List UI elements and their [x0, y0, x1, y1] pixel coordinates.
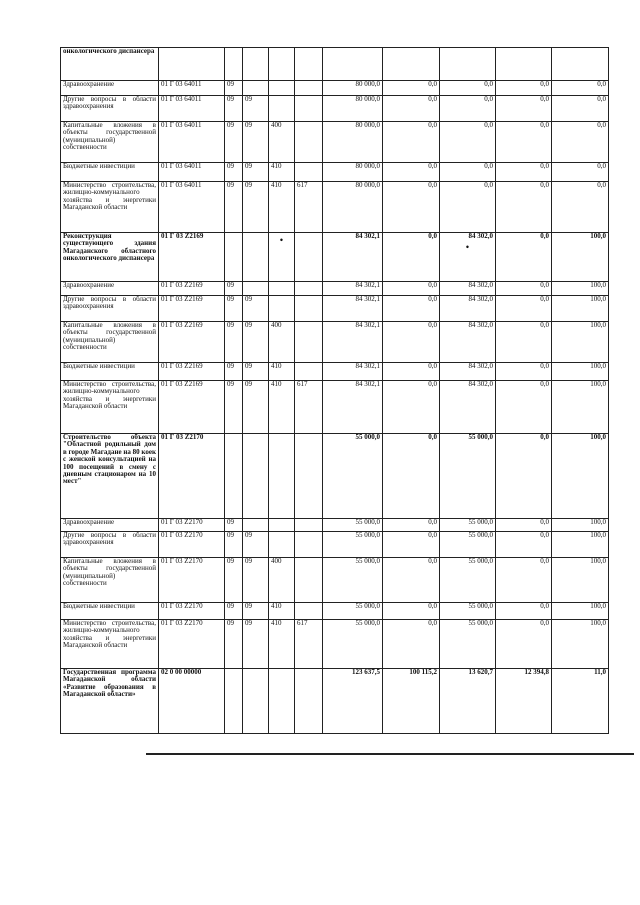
total-amount: 123 637,5: [323, 669, 383, 734]
amount-col-2: 55 000,0: [440, 434, 496, 519]
row-name: Капитальные вложения в объекты государственной (муниципальной) собственности: [61, 122, 159, 163]
table-row: [61, 296, 609, 322]
row-name: Министерство строительства, жилищно-коммунального хозяйства и энергетики Магаданской области: [61, 381, 159, 434]
amount-col-3: 0,0: [496, 532, 552, 558]
section-code: [225, 669, 243, 734]
department-code: [295, 532, 323, 558]
amount-col-3: 0,0: [496, 282, 552, 296]
amount-col-1: 0,0: [383, 182, 440, 233]
percent-col: 100,0: [552, 434, 609, 519]
percent-col: 0,0: [552, 182, 609, 233]
row-name: онкологического диспансера: [61, 48, 159, 81]
total-amount: [323, 48, 383, 81]
percent-col: 100,0: [552, 282, 609, 296]
subsection-code: 09: [243, 296, 269, 322]
amount-col-2: 55 000,0: [440, 620, 496, 669]
department-code: [295, 81, 323, 96]
table-row: [61, 558, 609, 603]
department-code: [295, 163, 323, 182]
subsection-code: 09: [243, 122, 269, 163]
row-name: Бюджетные инвестиции: [61, 163, 159, 182]
amount-col-3: 0,0: [496, 434, 552, 519]
target-article-code: 01 Г 03 Z2169: [159, 282, 225, 296]
row-name: Бюджетные инвестиции: [61, 363, 159, 381]
amount-col-2: 55 000,0: [440, 519, 496, 532]
section-code: [225, 434, 243, 519]
section-code: 09: [225, 122, 243, 163]
expense-type-code: 400: [269, 122, 295, 163]
section-code: 09: [225, 296, 243, 322]
total-amount: 80 000,0: [323, 163, 383, 182]
percent-col: 0,0: [552, 163, 609, 182]
subsection-code: [243, 282, 269, 296]
table-row: [61, 233, 609, 282]
expense-type-code: [269, 669, 295, 734]
total-amount: 84 302,1: [323, 233, 383, 282]
row-name: Министерство строительства, жилищно-коммунального хозяйства и энергетики Магаданской области: [61, 620, 159, 669]
amount-col-1: 0,0: [383, 122, 440, 163]
subsection-code: [243, 434, 269, 519]
target-article-code: 02 0 00 00000: [159, 669, 225, 734]
row-name: Реконструкция существующего здания Магаданского областного онкологического диспансера: [61, 233, 159, 282]
subsection-code: [243, 48, 269, 81]
table-row: [61, 363, 609, 381]
section-code: 09: [225, 81, 243, 96]
section-code: 09: [225, 182, 243, 233]
department-code: [295, 603, 323, 620]
amount-col-1: 0,0: [383, 163, 440, 182]
amount-col-3: 0,0: [496, 363, 552, 381]
amount-col-3: 0,0: [496, 603, 552, 620]
expense-type-code: [269, 48, 295, 81]
department-code: 617: [295, 182, 323, 233]
amount-col-3: 0,0: [496, 81, 552, 96]
table-row: [61, 282, 609, 296]
target-article-code: 01 Г 03 Z2169: [159, 363, 225, 381]
department-code: [295, 96, 323, 122]
subsection-code: 09: [243, 363, 269, 381]
table-row: [61, 603, 609, 620]
section-code: 09: [225, 322, 243, 363]
total-amount: 55 000,0: [323, 603, 383, 620]
expense-type-code: 400: [269, 558, 295, 603]
percent-col: 11,0: [552, 669, 609, 734]
amount-col-1: 0,0: [383, 363, 440, 381]
percent-col: 0,0: [552, 96, 609, 122]
department-code: [295, 122, 323, 163]
amount-col-2: 0,0: [440, 182, 496, 233]
amount-col-2: 84 302,0: [440, 363, 496, 381]
total-amount: 84 302,1: [323, 296, 383, 322]
section-code: [225, 233, 243, 282]
row-name: Здравоохранение: [61, 282, 159, 296]
department-code: [295, 519, 323, 532]
row-name: Другие вопросы в области здравоохранения: [61, 96, 159, 122]
subsection-code: 09: [243, 603, 269, 620]
amount-col-1: 0,0: [383, 81, 440, 96]
percent-col: 100,0: [552, 532, 609, 558]
subsection-code: 09: [243, 532, 269, 558]
total-amount: 80 000,0: [323, 96, 383, 122]
amount-col-1: 0,0: [383, 519, 440, 532]
expense-type-code: 410: [269, 363, 295, 381]
percent-col: 100,0: [552, 381, 609, 434]
percent-col: 100,0: [552, 296, 609, 322]
amount-col-3: 0,0: [496, 122, 552, 163]
amount-col-1: 0,0: [383, 233, 440, 282]
amount-col-3: 0,0: [496, 182, 552, 233]
table-row: [61, 434, 609, 519]
amount-col-1: 0,0: [383, 532, 440, 558]
amount-col-2: 0,0: [440, 81, 496, 96]
total-amount: 84 302,1: [323, 381, 383, 434]
department-code: [295, 558, 323, 603]
section-code: 09: [225, 96, 243, 122]
expense-type-code: 410: [269, 163, 295, 182]
department-code: 617: [295, 381, 323, 434]
amount-col-2: 0,0: [440, 122, 496, 163]
expense-type-code: [269, 81, 295, 96]
stray-mark: •: [465, 242, 470, 253]
table-row: [61, 519, 609, 532]
section-code: 09: [225, 363, 243, 381]
target-article-code: 01 Г 03 64011: [159, 96, 225, 122]
subsection-code: 09: [243, 558, 269, 603]
row-name: Капитальные вложения в объекты государственной (муниципальной) собственности: [61, 322, 159, 363]
subsection-code: 09: [243, 163, 269, 182]
total-amount: 55 000,0: [323, 620, 383, 669]
total-amount: 55 000,0: [323, 558, 383, 603]
subsection-code: 09: [243, 381, 269, 434]
table-row: [61, 620, 609, 669]
table-row: [61, 182, 609, 233]
total-amount: 55 000,0: [323, 434, 383, 519]
expense-type-code: 410: [269, 182, 295, 233]
subsection-code: 09: [243, 96, 269, 122]
percent-col: 100,0: [552, 603, 609, 620]
row-name: Другие вопросы в области здравоохранения: [61, 296, 159, 322]
amount-col-1: 0,0: [383, 434, 440, 519]
table-row: [61, 96, 609, 122]
department-code: [295, 282, 323, 296]
table-row: [61, 322, 609, 363]
section-code: [225, 48, 243, 81]
amount-col-3: 0,0: [496, 381, 552, 434]
expense-type-code: [269, 296, 295, 322]
table-row: [61, 163, 609, 182]
target-article-code: 01 Г 03 Z2170: [159, 603, 225, 620]
amount-col-3: 0,0: [496, 620, 552, 669]
amount-col-1: 0,0: [383, 381, 440, 434]
amount-col-3: 0,0: [496, 163, 552, 182]
target-article-code: 01 Г 03 64011: [159, 182, 225, 233]
amount-col-1: 0,0: [383, 296, 440, 322]
target-article-code: [159, 48, 225, 81]
section-code: 09: [225, 620, 243, 669]
amount-col-1: 100 115,2: [383, 669, 440, 734]
target-article-code: 01 Г 03 Z2169: [159, 296, 225, 322]
percent-col: 0,0: [552, 81, 609, 96]
amount-col-1: 0,0: [383, 282, 440, 296]
target-article-code: 01 Г 03 Z2170: [159, 558, 225, 603]
target-article-code: 01 Г 03 Z2169: [159, 322, 225, 363]
table-row: [61, 81, 609, 96]
department-code: [295, 363, 323, 381]
subsection-code: [243, 233, 269, 282]
percent-col: 100,0: [552, 322, 609, 363]
section-code: 09: [225, 282, 243, 296]
department-code: [295, 322, 323, 363]
amount-col-1: 0,0: [383, 322, 440, 363]
amount-col-2: [440, 48, 496, 81]
amount-col-2: 84 302,0: [440, 296, 496, 322]
amount-col-2: 55 000,0: [440, 532, 496, 558]
total-amount: 80 000,0: [323, 122, 383, 163]
department-code: [295, 434, 323, 519]
amount-col-2: 0,0: [440, 96, 496, 122]
amount-col-2: 84 302,0 •: [440, 233, 496, 282]
target-article-code: 01 Г 03 64011: [159, 81, 225, 96]
expense-type-code: [269, 96, 295, 122]
amount-col-2: 0,0: [440, 163, 496, 182]
section-code: 09: [225, 381, 243, 434]
stray-mark: •: [279, 235, 284, 245]
section-code: 09: [225, 603, 243, 620]
amount-col-2: 84 302,0: [440, 322, 496, 363]
expense-type-code: 410: [269, 381, 295, 434]
table-row: [61, 48, 609, 81]
target-article-code: 01 Г 03 Z2170: [159, 620, 225, 669]
percent-col: 100,0: [552, 363, 609, 381]
row-name: Капитальные вложения в объекты государственной (муниципальной) собственности: [61, 558, 159, 603]
expense-type-code: [269, 532, 295, 558]
department-code: 617: [295, 620, 323, 669]
amount-col-2: 84 302,0: [440, 282, 496, 296]
target-article-code: 01 Г 03 Z2169: [159, 233, 225, 282]
percent-col: [552, 48, 609, 81]
total-amount: 80 000,0: [323, 81, 383, 96]
total-amount: 80 000,0: [323, 182, 383, 233]
target-article-code: 01 Г 03 Z2169: [159, 381, 225, 434]
subsection-code: 09: [243, 322, 269, 363]
subsection-code: 09: [243, 620, 269, 669]
amount-col-3: [496, 48, 552, 81]
percent-col: 100,0: [552, 519, 609, 532]
row-name: Министерство строительства, жилищно-коммунального хозяйства и энергетики Магаданской области: [61, 182, 159, 233]
total-amount: 55 000,0: [323, 532, 383, 558]
row-name: Бюджетные инвестиции: [61, 603, 159, 620]
department-code: [295, 669, 323, 734]
budget-table: [60, 47, 609, 734]
row-name: Здравоохранение: [61, 519, 159, 532]
amount-col-3: 0,0: [496, 233, 552, 282]
total-amount: 84 302,1: [323, 322, 383, 363]
table-row: [61, 381, 609, 434]
expense-type-code: 410: [269, 620, 295, 669]
amount-col-3: 0,0: [496, 322, 552, 363]
target-article-code: 01 Г 03 Z2170: [159, 519, 225, 532]
target-article-code: 01 Г 03 64011: [159, 163, 225, 182]
amount-col-2: 84 302,0: [440, 381, 496, 434]
subsection-code: [243, 81, 269, 96]
amount-col-2: 55 000,0: [440, 558, 496, 603]
amount-col-2: 13 620,7: [440, 669, 496, 734]
amount-col-3: 12 394,8: [496, 669, 552, 734]
total-amount: 84 302,1: [323, 282, 383, 296]
amount-col-3: 0,0: [496, 519, 552, 532]
section-code: 09: [225, 558, 243, 603]
section-code: 09: [225, 519, 243, 532]
expense-type-code: [269, 282, 295, 296]
amount-col-2: 55 000,0: [440, 603, 496, 620]
section-code: 09: [225, 163, 243, 182]
total-amount: 84 302,1: [323, 363, 383, 381]
expense-type-code: [269, 233, 295, 282]
amount-col-3: 0,0: [496, 296, 552, 322]
department-code: [295, 48, 323, 81]
department-code: [295, 296, 323, 322]
table-row: [61, 122, 609, 163]
amount-col-1: 0,0: [383, 603, 440, 620]
subsection-code: [243, 669, 269, 734]
row-name: Здравоохранение: [61, 81, 159, 96]
row-name: Государственная программа Магаданской области «Развитие образования в Магаданской области»: [61, 669, 159, 734]
expense-type-code: 410: [269, 603, 295, 620]
amount-col-1: 0,0: [383, 96, 440, 122]
expense-type-code: 400: [269, 322, 295, 363]
footer-rule: [146, 753, 634, 755]
section-code: 09: [225, 532, 243, 558]
subsection-code: [243, 519, 269, 532]
row-name: Строительство объекта "Областной родильный дом в городе Магадане на 80 коек с женской консультацией на 100 посещений в смену с дневным стационаром на 10 мест": [61, 434, 159, 519]
amount-col-1: 0,0: [383, 558, 440, 603]
row-name: Другие вопросы в области здравоохранения: [61, 532, 159, 558]
table-row: [61, 669, 609, 734]
target-article-code: 01 Г 03 Z2170: [159, 434, 225, 519]
amount-col-1: [383, 48, 440, 81]
amount-col-3: 0,0: [496, 96, 552, 122]
percent-col: 100,0: [552, 233, 609, 282]
department-code: [295, 233, 323, 282]
subsection-code: 09: [243, 182, 269, 233]
percent-col: 100,0: [552, 620, 609, 669]
table-row: [61, 532, 609, 558]
percent-col: 0,0: [552, 122, 609, 163]
expense-type-code: [269, 434, 295, 519]
percent-col: 100,0: [552, 558, 609, 603]
amount-col-1: 0,0: [383, 620, 440, 669]
target-article-code: 01 Г 03 Z2170: [159, 532, 225, 558]
target-article-code: 01 Г 03 64011: [159, 122, 225, 163]
total-amount: 55 000,0: [323, 519, 383, 532]
expense-type-code: [269, 519, 295, 532]
amount-col-3: 0,0: [496, 558, 552, 603]
